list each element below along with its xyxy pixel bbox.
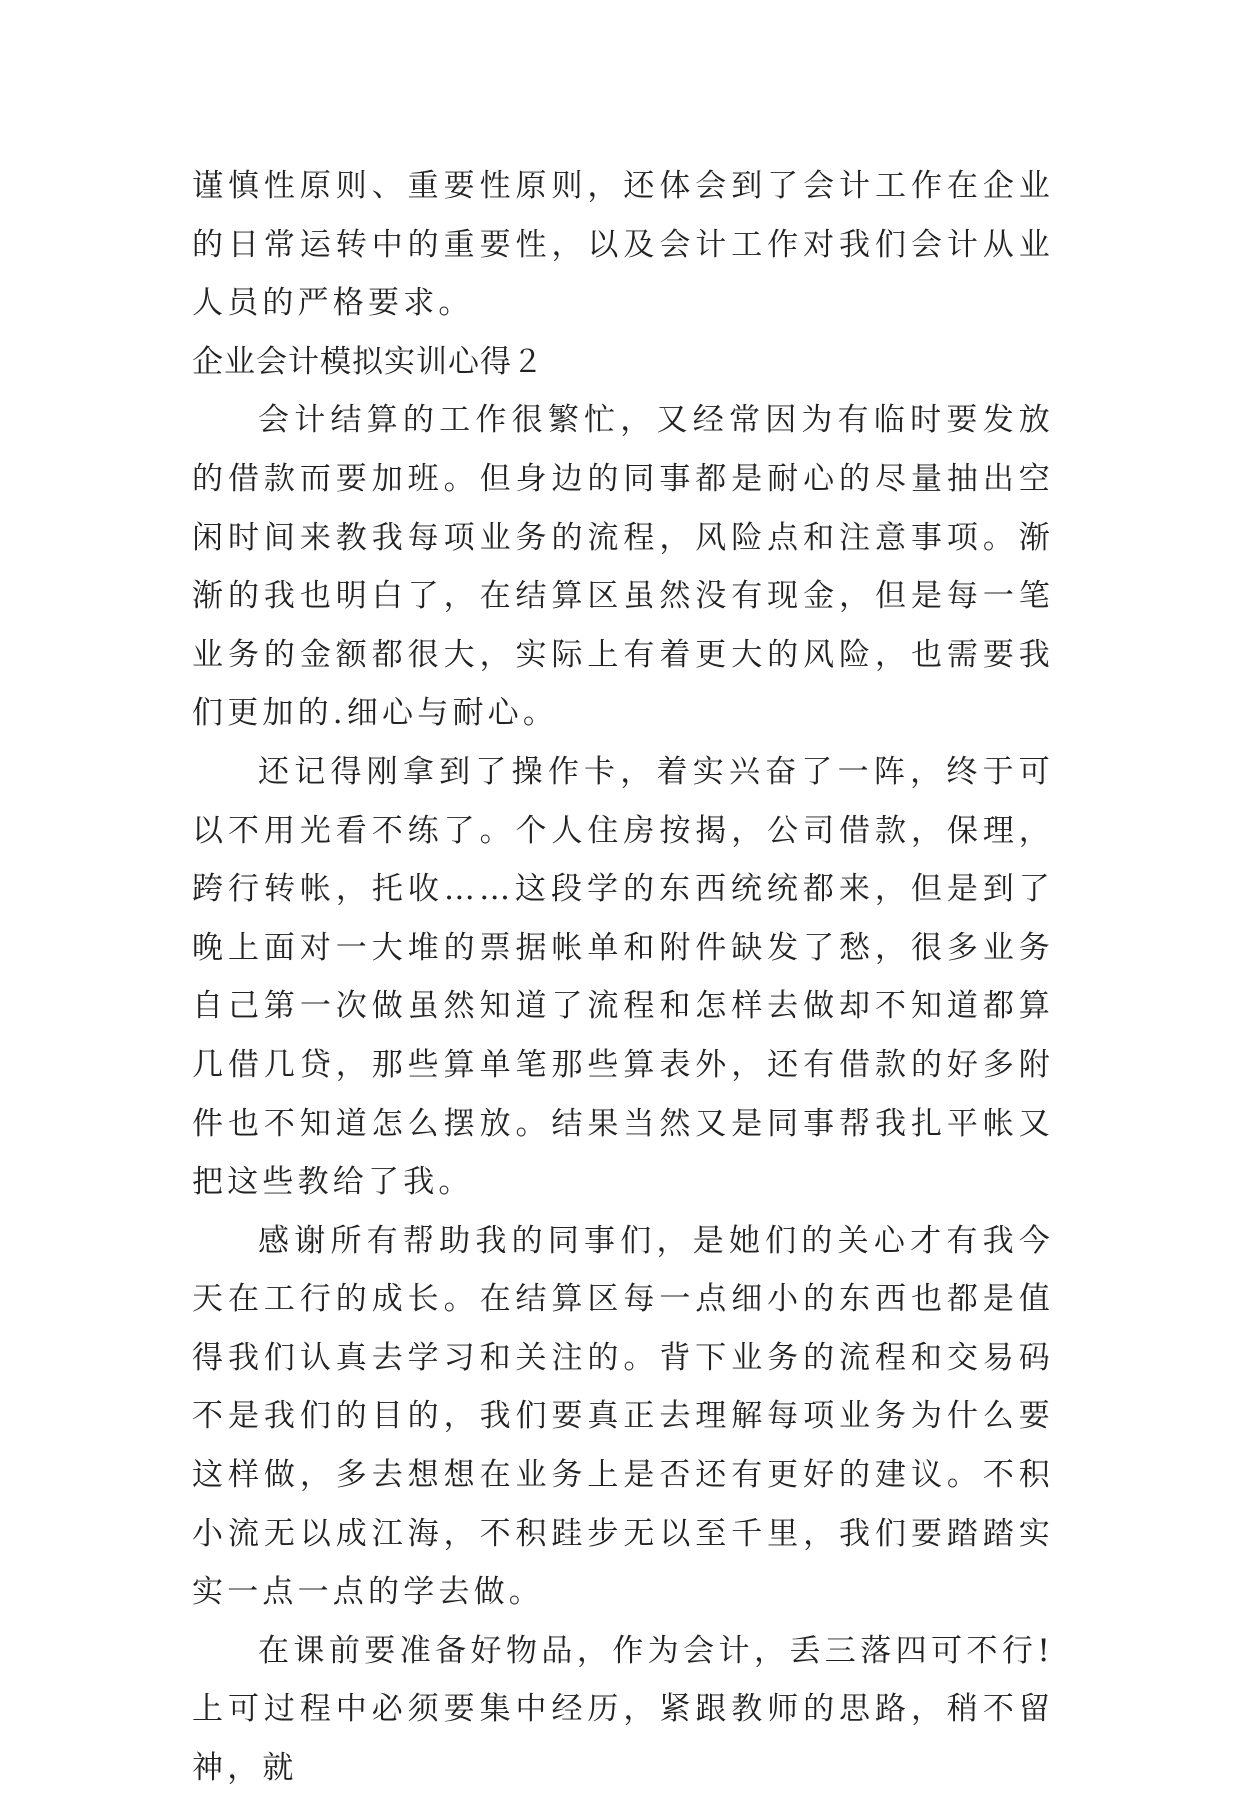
paragraph-continued: 谨慎性原则、重要性原则，还体会到了会计工作在企业的日常运转中的重要性，以及会计工作对我们会计从业人员的严格要求。	[192, 168, 1054, 322]
paragraph-1: 会计结算的工作很繁忙，又经常因为有临时要发放的借款而要加班。但身边的同事都是耐心的尽量抽出空闲时间来教我每项业务的流程，风险点和注意事项。渐渐的我也明白了，在结算区虽然没有现金，但是每一笔业务的金额都很大，实际上有着更大的风险，也需要我们更加的.细心与耐心。	[192, 402, 1054, 732]
paragraph-2: 还记得刚拿到了操作卡，着实兴奋了一阵，终于可以不用光看不练了。个人住房按揭，公司借款，保理，跨行转帐，托收……这段学的东西统统都来，但是到了晚上面对一大堆的票据帐单和附件缺发了愁，很多业务自己第一次做虽然知道了流程和怎样去做却不知道都算几借几贷，那些算单笔那些算表外，还有借款的好多附件也不知道怎么摆放。结果当然又是同事帮我扎平帐又把这些教给了我。	[192, 753, 1054, 1201]
document-body	[192, 157, 1054, 1798]
paragraph-4: 在课前要准备好物品，作为会计，丢三落四可不行!上可过程中必须要集中经历，紧跟教师的思路，稍不留神，就	[192, 1632, 1054, 1787]
paragraph-3: 感谢所有帮助我的同事们，是她们的关心才有我今天在工行的成长。在结算区每一点细小的东西也都是值得我们认真去学习和关注的。背下业务的流程和交易码不是我们的目的，我们要真正去理解每项业务为什么要这样做，多去想想在业务上是否还有更好的建议。不积小流无以成江海，不积跬步无以至千里，我们要踏踏实实一点一点的学去做。	[192, 1222, 1054, 1611]
section-heading: 企业会计模拟实训心得２	[192, 343, 544, 380]
